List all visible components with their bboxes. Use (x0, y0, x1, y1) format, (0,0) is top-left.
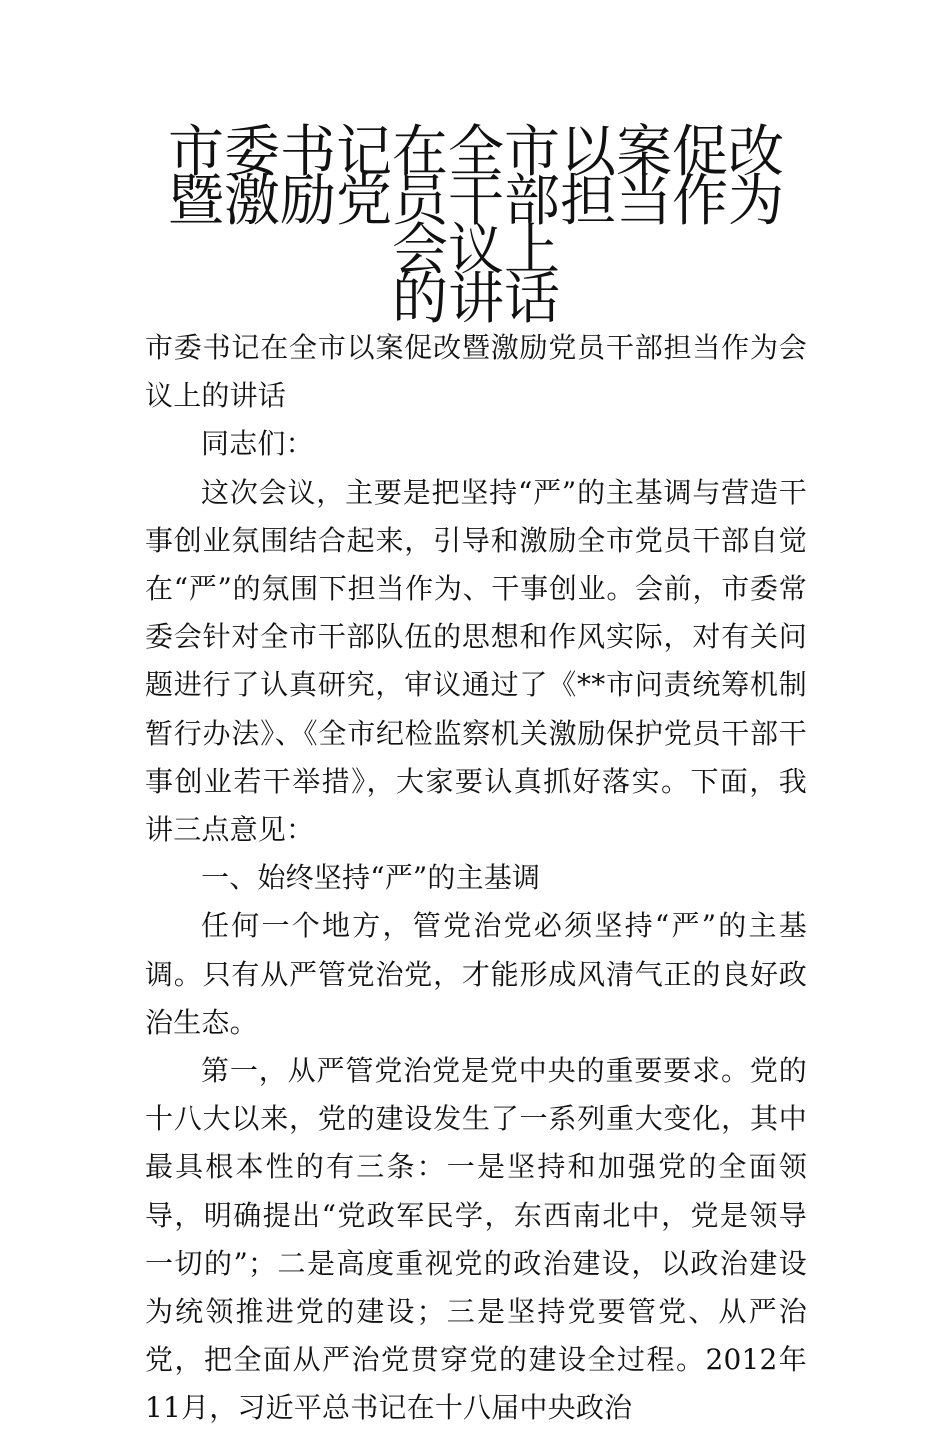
body-paragraph-first-point: 第一，从严管党治党是党中央的重要要求。党的十八大以来，党的建设发生了一系列重大变化，其中最具根本性的有三条：一是坚持和加强党的全面领导，明确提出“党政军民学，东西南北中，党是领导一切的”；二是高度重视党的政治建设，以政治建设为统领推进党的建设；三是坚持党要管党、从严治党，把全面从严治党贯穿党的建设全过程。2012年11月，习近平总书记在十八届中央政治 (145, 1054, 807, 1425)
title-line-1: 市委书记在全市以案促改暨激励党员干部担当作为会议上 (168, 120, 784, 283)
title-line-2: 的讲话 (392, 267, 560, 332)
salutation: 同志们： (201, 427, 314, 461)
section-heading-1: 一、始终坚持“严”的主基调 (201, 861, 541, 895)
repeated-title-paragraph: 市委书记在全市以案促改暨激励党员干部担当作为会议上的讲话 (145, 331, 807, 413)
document-body (145, 120, 807, 1433)
body-paragraph-strict: 任何一个地方，管党治党必须坚持“严”的主基调。只有从严管党治党，才能形成风清气正的良好政治生态。 (145, 909, 807, 1039)
body-paragraph-intro: 这次会议，主要是把坚持“严”的主基调与营造干事创业氛围结合起来，引导和激励全市党员干部自觉在“严”的氛围下担当作为、干事创业。会前，市委常委会针对全市干部队伍的思想和作风实际，对有关问题进行了认真研究，审议通过了《**市问责统筹机制暂行办法》、《全市纪检监察机关激励保护党员干部干事创业若干举措》，大家要认真抓好落实。下面，我讲三点意见： (145, 475, 807, 847)
document-title (145, 120, 807, 332)
